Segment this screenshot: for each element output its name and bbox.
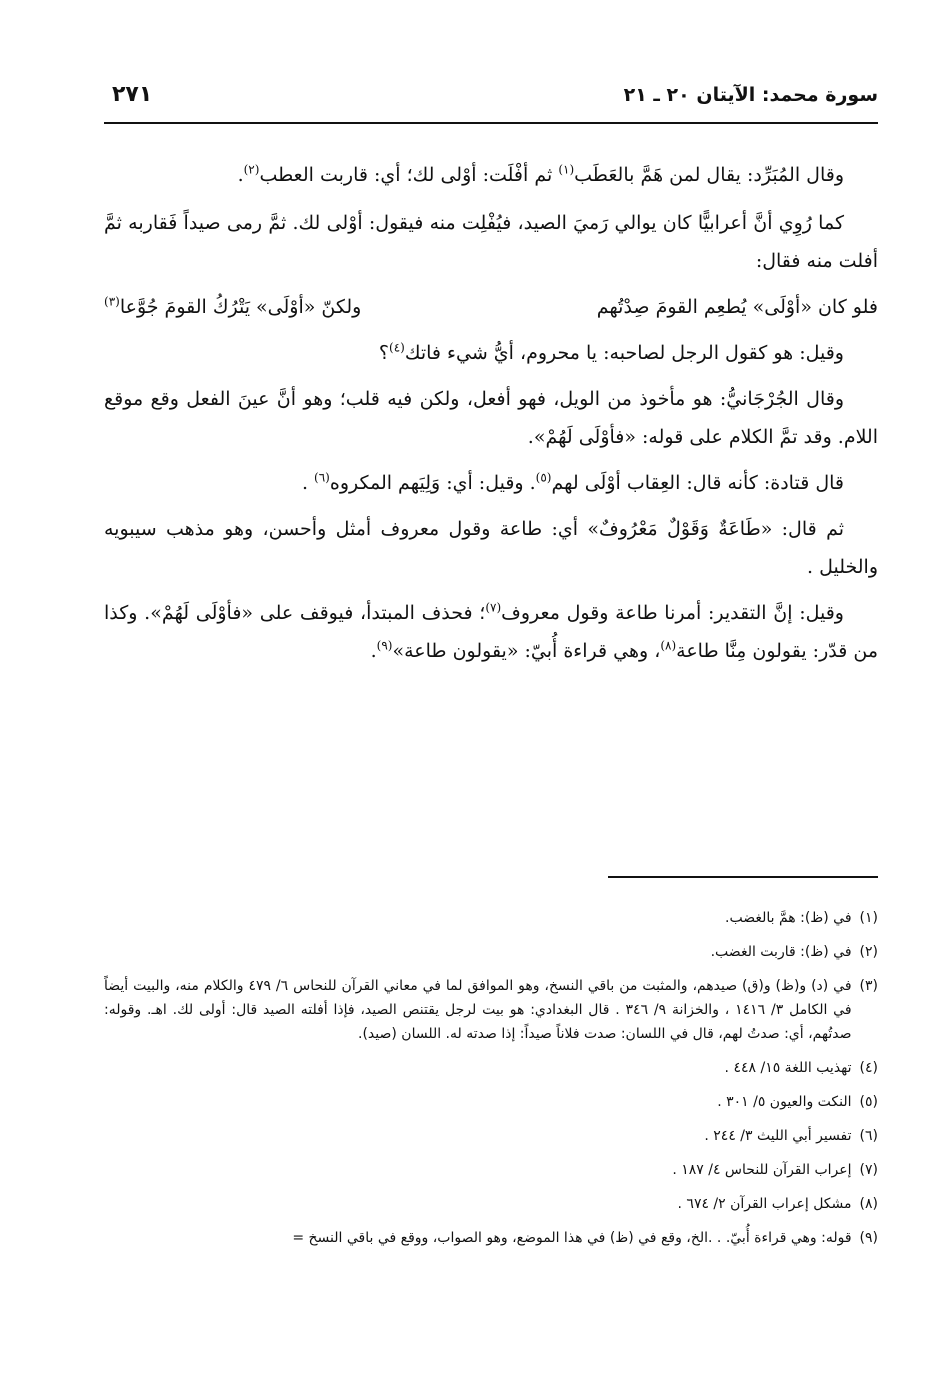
footnote-number: (٣) bbox=[859, 978, 878, 994]
footnote-text: النكت والعيون ٥/ ٣٠١ . bbox=[717, 1094, 852, 1110]
page-number: ٢٧١ bbox=[112, 82, 153, 107]
footnotes bbox=[104, 906, 878, 1260]
paragraph-taqdir bbox=[104, 594, 878, 670]
footnote-number: (١) bbox=[859, 910, 878, 926]
paragraph-text: ؛ فحذف المبتدأ، فيوقف على «فأوْلَى لَهُمْ». وكذا من قدّر: يقولون مِنَّا طاعة bbox=[104, 602, 878, 662]
verse-first-hemistich: فلو كان «أوْلَى» يُطعِم القومَ صِدْتُهم bbox=[596, 296, 878, 318]
paragraph-text: ؟ bbox=[378, 342, 390, 364]
footnote-number: (٥) bbox=[859, 1094, 878, 1110]
footnote-text: قوله: وهي قراءة أُبيّ. . .الخ، وقع في (ظ) في هذا الموضع، وهو الصواب، ووقع في باقي النسخ = bbox=[292, 1230, 852, 1246]
footnote-ref-4[interactable]: (٤) bbox=[389, 340, 405, 355]
footnote-number: (٩) bbox=[859, 1230, 878, 1246]
paragraph-text: وقيل: إنَّ التقدير: أمرنا طاعة وقول معروف bbox=[501, 602, 844, 624]
footnote-number: (٢) bbox=[859, 944, 878, 960]
footnote-text: في (د) و(ظ) و(ق) صيدهم، والمثبت من باقي النسخ، وهو الموافق لما في معاني القرآن للنحاس ٦/ ٤٧٩ والكلام منه، والبيت أيضاً في الكامل ٣/ ١٤١٦ ، والخزانة ٩/ ٣٤٦ . قال البغدادي: هو بيت لرجل يقتنص الصيد، فإذا أفلته الصيد قال: أولى لك. اهـ. وقوله: صدتُهم، أي: صدتُ لهم، قال في اللسان: صدت فلاناً صيداً: إذا صدته له. اللسان (صيد). bbox=[104, 978, 852, 1042]
footnote-ref-8[interactable]: (٨) bbox=[660, 638, 677, 653]
verse-text: ولكنّ «أوْلَى» يَتْرُكُ القومَ جُوَّعا bbox=[119, 296, 362, 318]
footnote-ref-7[interactable]: (٧) bbox=[485, 600, 502, 615]
footnote-number: (٤) bbox=[859, 1060, 878, 1076]
paragraph-text: . bbox=[237, 164, 244, 186]
paragraph-jurjani: وقال الجُرْجَانيُّ: هو مأخوذ من الويل، فهو أفعل، ولكن فيه قلب؛ وهو أنَّ عينَ الفعل وقع موقع اللام. وقد تمَّ الكلام على قوله: «فأوْلَى لَهُمْ». bbox=[104, 388, 878, 448]
paragraph-text: قال قتادة: كأنه قال: العِقاب أوْلَى لهم bbox=[551, 472, 844, 494]
footnote-text: تهذيب اللغة ١٥/ ٤٤٨ . bbox=[724, 1060, 852, 1076]
paragraph-text: وقيل: هو كقول الرجل لصاحبه: يا محروم، أيُّ شيء فاتك bbox=[404, 342, 844, 364]
footnote-8 bbox=[104, 1192, 878, 1216]
paragraph-text: ثم أفْلَت: أوْلى لك؛ أي: قاربت العطب bbox=[259, 164, 559, 186]
footnote-5 bbox=[104, 1090, 878, 1114]
footnote-number: (٨) bbox=[859, 1196, 878, 1212]
paragraph-text: . وقيل: أي: وَلِيَهم المكروه bbox=[329, 472, 536, 494]
footnote-ref-6[interactable]: (٦) bbox=[314, 470, 330, 485]
footnote-2 bbox=[104, 940, 878, 964]
footnote-ref-3[interactable]: (٣) bbox=[104, 294, 120, 309]
footnote-ref-1[interactable]: (١) bbox=[558, 162, 575, 177]
footnote-ref-5[interactable]: (٥) bbox=[535, 470, 552, 485]
paragraph-text: . bbox=[370, 640, 377, 662]
footnote-text: مشكل إعراب القرآن ٢/ ٦٧٤ . bbox=[677, 1196, 852, 1212]
footnote-3 bbox=[104, 974, 878, 1046]
footnote-7 bbox=[104, 1158, 878, 1182]
paragraph-mubarrad bbox=[104, 156, 878, 194]
footnote-divider bbox=[608, 876, 878, 878]
footnote-text: في (ظ): قاربت الغضب. bbox=[710, 944, 852, 960]
footnote-ref-9[interactable]: (٩) bbox=[376, 638, 393, 653]
paragraph-text: ، وهي قراءة أُبيّ: «يقولون طاعة» bbox=[392, 640, 661, 662]
paragraph-bedouin: كما رُوِي أنَّ أعرابيًّا كان يوالي رَميَ الصيد، فيُفْلِت منه فيقول: أوْلى لك. ثمَّ رمى صيداً فَقاربه ثمَّ أفلت منه فقال: bbox=[104, 212, 878, 272]
footnote-9 bbox=[104, 1226, 878, 1250]
footnote-number: (٧) bbox=[859, 1162, 878, 1178]
paragraph-taa: ثم قال: «طَاعَةٌ وَقَوْلٌ مَعْرُوفٌ» أي: طاعة وقول معروف أمثل وأحسن، وهو مذهب سيبويه والخليل . bbox=[104, 518, 878, 578]
verse-second-hemistich bbox=[104, 288, 361, 326]
footnote-4 bbox=[104, 1056, 878, 1080]
surah-title: سورة محمد: الآيتان ٢٠ ـ ٢١ bbox=[623, 84, 878, 106]
footnote-text: إعراب القرآن للنحاس ٤/ ١٨٧ . bbox=[672, 1162, 852, 1178]
running-header bbox=[104, 78, 878, 124]
footnote-1 bbox=[104, 906, 878, 930]
poetry-verse bbox=[104, 288, 878, 326]
book-page bbox=[104, 78, 878, 1368]
footnote-text: تفسير أبي الليث ٣/ ٢٤٤ . bbox=[704, 1128, 852, 1144]
footnote-number: (٦) bbox=[859, 1128, 878, 1144]
paragraph-mahroum bbox=[104, 334, 878, 372]
footnote-ref-2[interactable]: (٢) bbox=[243, 162, 260, 177]
footnote-6 bbox=[104, 1124, 878, 1148]
paragraph-qatada bbox=[104, 464, 878, 502]
footnote-text: في (ظ): همَّ بالغضب. bbox=[725, 910, 852, 926]
paragraph-text: . bbox=[301, 472, 315, 494]
main-text bbox=[104, 156, 878, 876]
paragraph-text: وقال المُبَرِّد: يقال لمن هَمَّ بالعَطَب bbox=[574, 164, 844, 186]
